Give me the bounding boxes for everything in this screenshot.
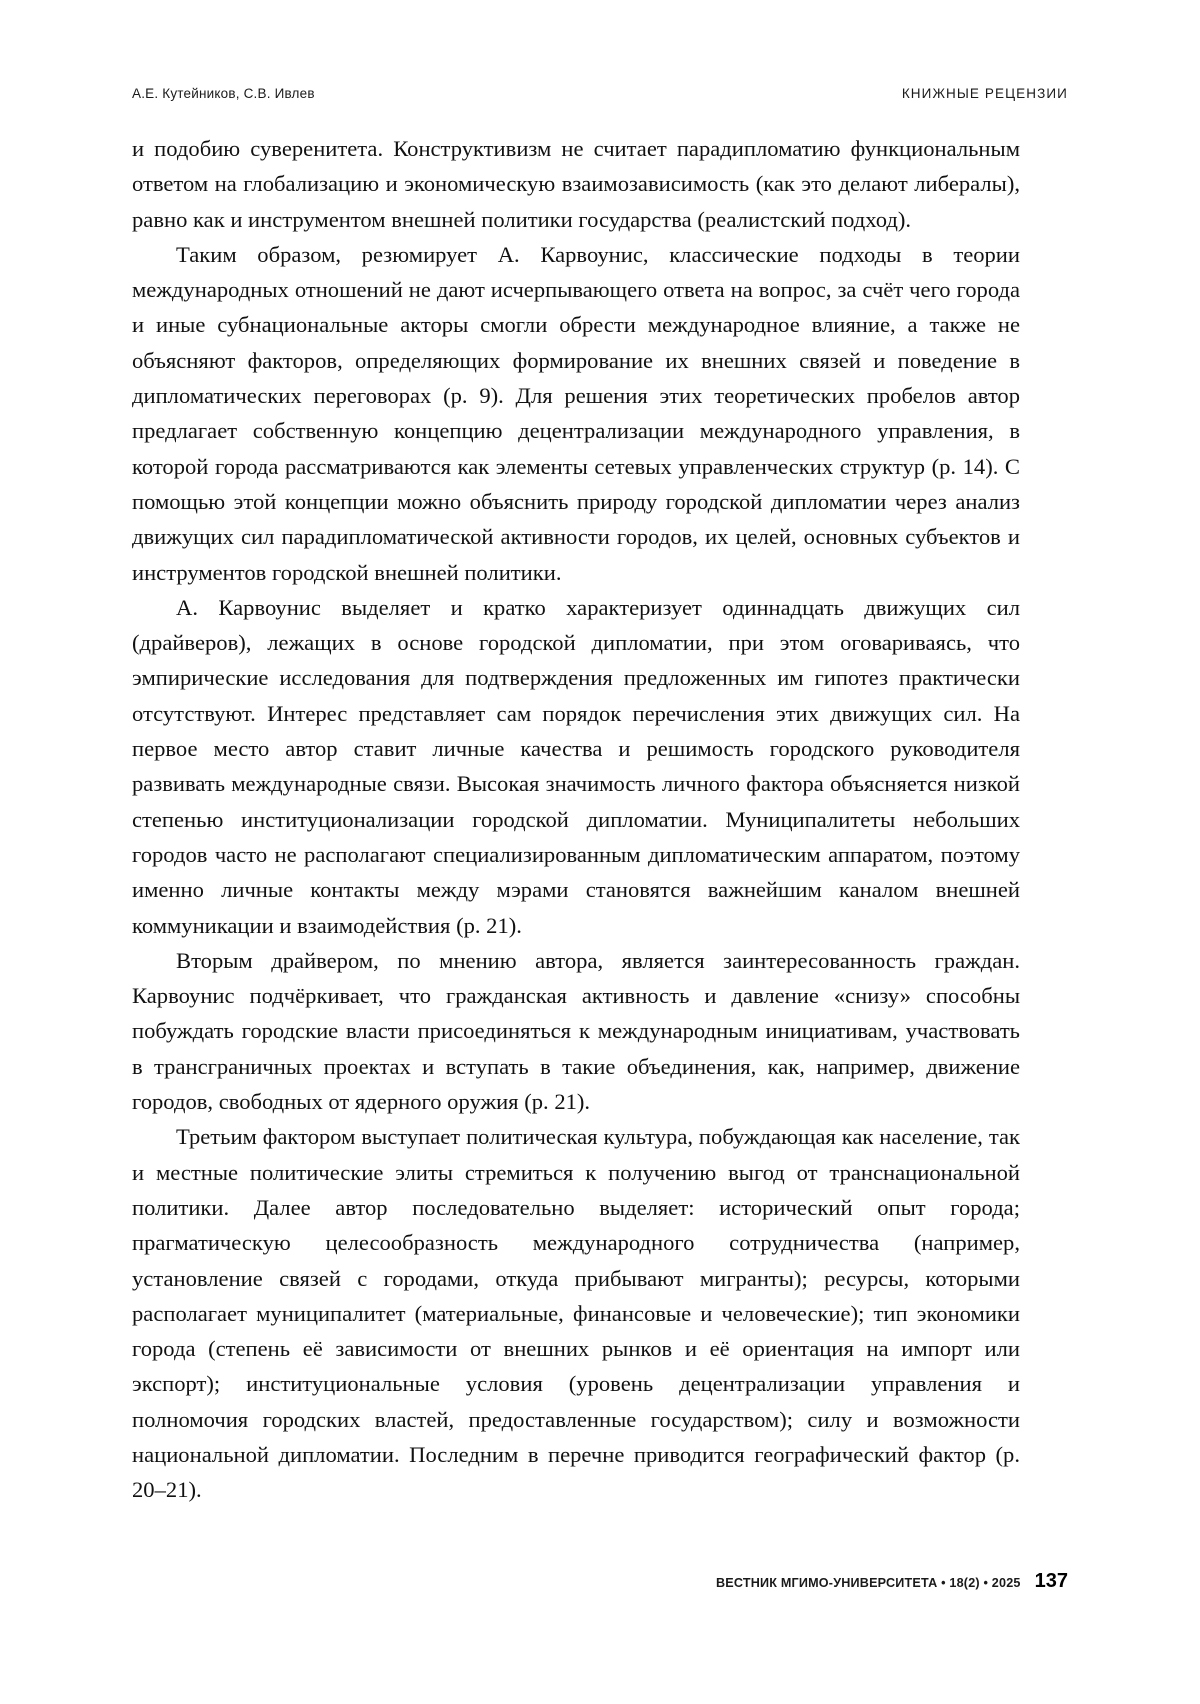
paragraph: А. Карвоунис выделяет и кратко характеризует одиннадцать движущих сил (драйверов), лежащих в основе городской дипломатии, при этом оговариваясь, что эмпирические исследования для подтверждения предложенных им гипотез практически отсутствуют. Интерес представляет сам порядок перечисления этих движущих сил. На первое место автор ставит личные качества и решимость городского руководителя развивать международные связи. Высокая значимость личного фактора объясняется низкой степенью институционализации городской дипломатии. Муниципалитеты небольших городов часто не располагают специализированным дипломатическим аппаратом, поэтому именно личные контакты между мэрами становятся важнейшим каналом внешней коммуникации и взаимодействия (p. 21).	[132, 594, 1020, 938]
paragraph: Таким образом, резюмирует А. Карвоунис, классические подходы в теории международных отношений не дают исчерпывающего ответа на вопрос, за счёт чего города и иные субнациональные акторы смогли обрести международное влияние, а также не объясняют факторов, определяющих формирование их внешних связей и поведение в дипломатических переговорах (p. 9). Для решения этих теоретических пробелов автор предлагает собственную концепцию децентрализации международного управления, в которой города рассматриваются как элементы сетевых управленческих структур (p. 14). С помощью этой концепции можно объяснить природу городской дипломатии через анализ движущих сил парадипломатической активности городов, их целей, основных субъектов и инструментов городской внешней политики.	[132, 241, 1020, 585]
paragraph: Вторым драйвером, по мнению автора, является заинтересованность граждан. Карвоунис подчёркивает, что гражданская активность и давление «снизу» способны побуждать городские власти присоединяться к международным инициативам, участвовать в трансграничных проектах и вступать в такие объединения, как, например, движение городов, свободных от ядерного оружия (p. 21).	[132, 947, 1020, 1115]
running-head-authors: А.Е. Кутейников, С.В. Ивлев	[132, 86, 315, 101]
footer-journal-title: ВЕСТНИК МГИМО-УНИВЕРСИТЕТА • 18(2) • 2025	[715, 1576, 1021, 1590]
page-number: 137	[1034, 1570, 1068, 1592]
body-text	[132, 131, 1020, 1508]
page-footer	[132, 1570, 1068, 1593]
running-head	[132, 86, 1068, 101]
paragraph: и подобию суверенитета. Конструктивизм не считает парадипломатию функциональным ответом на глобализацию и экономическую взаимозависимость (как это делают либералы), равно как и инструментом внешней политики государства (реалистский подход).	[132, 136, 1020, 232]
running-head-section: КНИЖНЫЕ РЕЦЕНЗИИ	[901, 86, 1068, 101]
paragraph: Третьим фактором выступает политическая культура, побуждающая как население, так и местные политические элиты стремиться к получению выгод от транснациональной политики. Далее автор последовательно выделяет: исторический опыт города; прагматическую целесообразность международного сотрудничества (например, установление связей с городами, откуда прибывают мигранты); ресурсы, которыми располагает муниципалитет (материальные, финансовые и человеческие); тип экономики города (степень её зависимости от внешних рынков и её ориентация на импорт или экспорт); институциональные условия (уровень децентрализации управления и полномочия городских властей, предоставленные государством); силу и возможности национальной дипломатии. Последним в перечне приводится географический фактор (p. 20–21).	[132, 1124, 1020, 1503]
